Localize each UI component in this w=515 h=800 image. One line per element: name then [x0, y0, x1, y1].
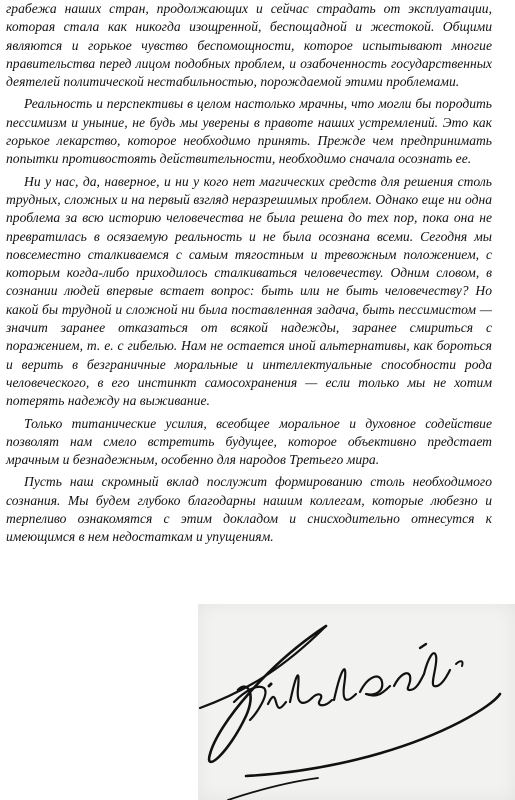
- paragraph-2: Реальность и перспективы в целом настолько мрачны, что могли бы породить пессимизм и уныние, не будь мы уверены в правоте наших устремлений. Это как горькое лекарство, которое необходимо принять. Прежде чем предпринимать попытки противостоять действительности, необходимо сначала осознать ее.: [6, 96, 492, 167]
- document-body: [6, 0, 492, 547]
- paragraph-3: Ни у нас, да, наверное, и ни у кого нет магических средств для решения столь трудных, сложных и на первый взгляд неразрешимых проблем. Однако еще ни одна проблема за всю историю человечества не была решена до тех пор, пока она не превратилась в осязаемую реальность и не была осознана всеми. Сегодня мы повсеместно сталкиваемся с самым тягостным и тревожным положением, с которым когда-либо приходилось сталкиваться человечеству. Одним словом, в сознании людей впервые встает вопрос: быть или не быть человечеству? Но какой бы трудной и сложной ни была поставленная задача, быть пессимистом — значит заранее отказаться от всякой надежды, заранее смириться с поражением, т. е. с гибелью. Нам не остается иной альтернативы, как бороться и верить в безграничные моральные и интеллектуальные способности рода человеческого, в его инстинкт самосохранения — если только мы не хотим потерять надежду на выживание.: [6, 173, 492, 409]
- paragraph-5: Пусть наш скромный вклад послужит формированию столь необходимого сознания. Мы будем глубоко благодарны нашим коллегам, которые любезно и терпеливо ознакомятся с этим докладом и снисходительно отнесутся к имеющимся в нем недостаткам и упущениям.: [6, 474, 492, 545]
- paragraph-1: грабежа наших стран, продолжающих и сейчас страдать от эксплуатации, которая стала как никогда изощренной, беспощадной и жестокой. Общими являются и горькое чувство беспомощности, которое испытывают многие правительства перед лицом подобных проблем, и озабоченность государственных деятелей политической нестабильностью, порождаемой этими проблемами.: [6, 1, 492, 90]
- paragraph-4: Только титанические усилия, всеобщее моральное и духовное содействие позволят нам смело встретить будущее, которое объективно предстает мрачным и безнадежным, особенно для народов Третьего мира.: [6, 415, 492, 468]
- signature-drawing: [198, 604, 515, 800]
- signature-image: [198, 604, 515, 800]
